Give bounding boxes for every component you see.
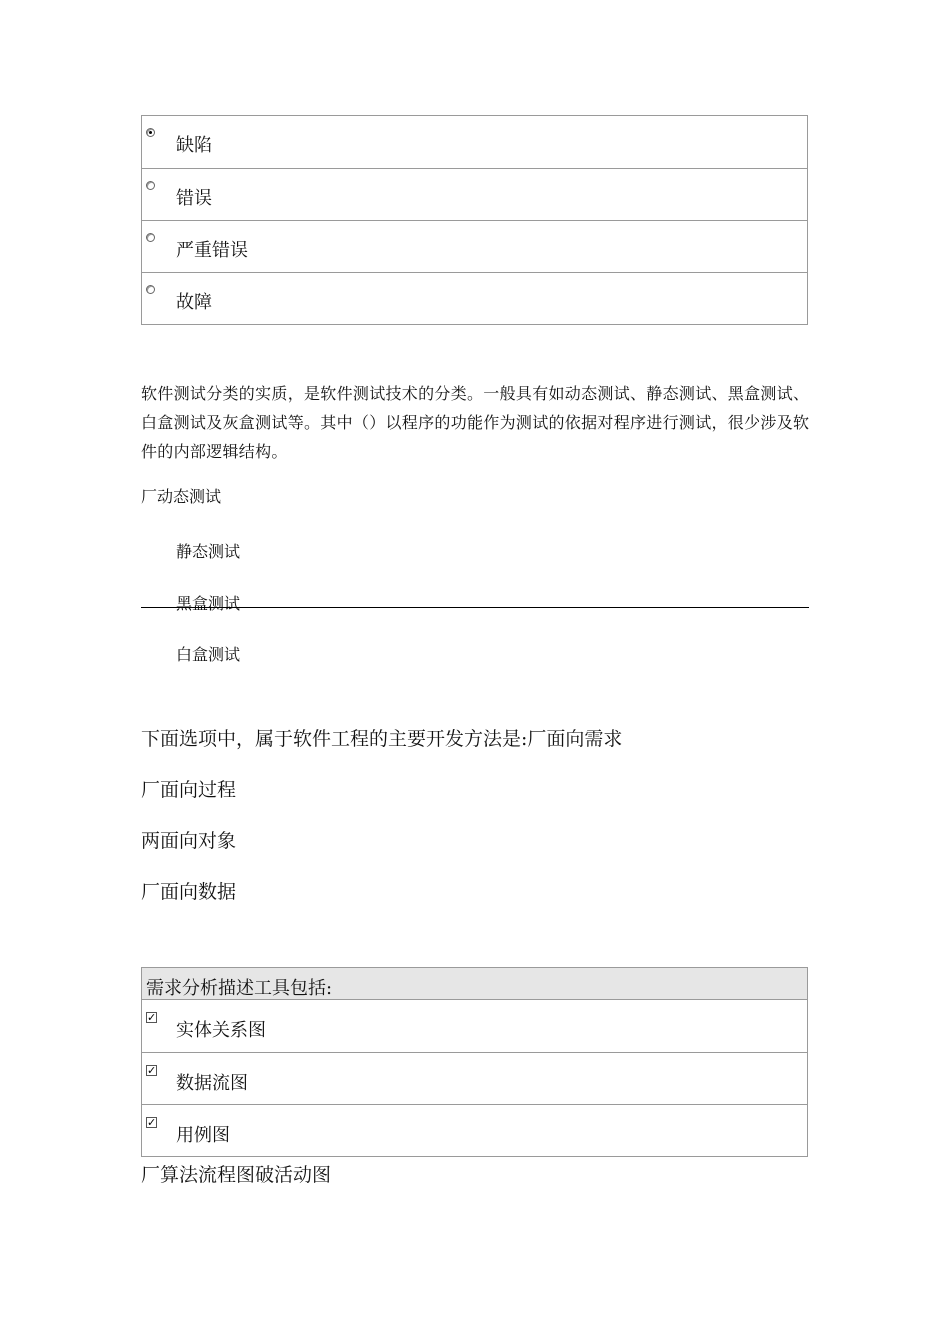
q4-option-label: 数据流图 [176, 1073, 248, 1094]
radio-icon[interactable] [146, 181, 155, 190]
q1-option-row[interactable] [142, 168, 807, 220]
q1-option-label: 故障 [176, 292, 212, 313]
q3-option[interactable]: 厂面向数据 [141, 881, 237, 903]
checkbox-checked-icon[interactable]: ✓ [147, 1064, 157, 1077]
q4-option-row[interactable] [142, 1000, 807, 1052]
divider-line [141, 607, 809, 608]
q4-option-label: 用例图 [176, 1125, 230, 1146]
q2-option[interactable]: 厂动态测试 [141, 487, 222, 506]
q4-option-label: 实体关系图 [176, 1020, 266, 1041]
radio-icon[interactable] [146, 285, 155, 294]
q2-option[interactable]: 黑盒测试 [176, 594, 241, 613]
q4-trailing-options[interactable]: 厂算法流程图破活动图 [141, 1164, 332, 1186]
q4-options-table [141, 967, 808, 1157]
q3-option[interactable]: 两面向对象 [141, 830, 237, 852]
checkbox-checked-icon[interactable]: ✓ [147, 1011, 157, 1024]
radio-selected-icon[interactable] [146, 128, 155, 137]
q1-option-label: 缺陷 [176, 135, 212, 156]
q2-question-text: 软件测试分类的实质，是软件测试技术的分类。一般具有如动态测试、静态测试、黑盒测试、白盒测试及灰盒测试等。其中（）以程序的功能作为测试的依据对程序进行测试，很少涉及软件的内部逻辑结构。 [141, 384, 810, 461]
q3-option[interactable]: 厂面向过程 [141, 779, 237, 801]
q1-option-row[interactable] [142, 272, 807, 324]
q2-option[interactable]: 白盒测试 [176, 645, 241, 664]
radio-icon[interactable] [146, 233, 155, 242]
q1-options-table [141, 115, 808, 325]
q4-option-row[interactable] [142, 1104, 807, 1156]
q1-option-label: 严重错误 [176, 240, 248, 261]
q1-option-label: 错误 [176, 188, 212, 209]
checkbox-checked-icon[interactable]: ✓ [147, 1116, 157, 1129]
q4-option-row[interactable] [142, 1052, 807, 1104]
q3-question-text: 下面选项中，属于软件工程的主要开发方法是:厂面向需求 [141, 728, 623, 750]
q1-option-row[interactable] [142, 116, 807, 168]
q2-option[interactable]: 静态测试 [176, 542, 241, 561]
q4-question-text: 需求分析描述工具包括: [146, 978, 333, 999]
q1-option-row[interactable] [142, 220, 807, 272]
q4-question-header [142, 968, 807, 1000]
